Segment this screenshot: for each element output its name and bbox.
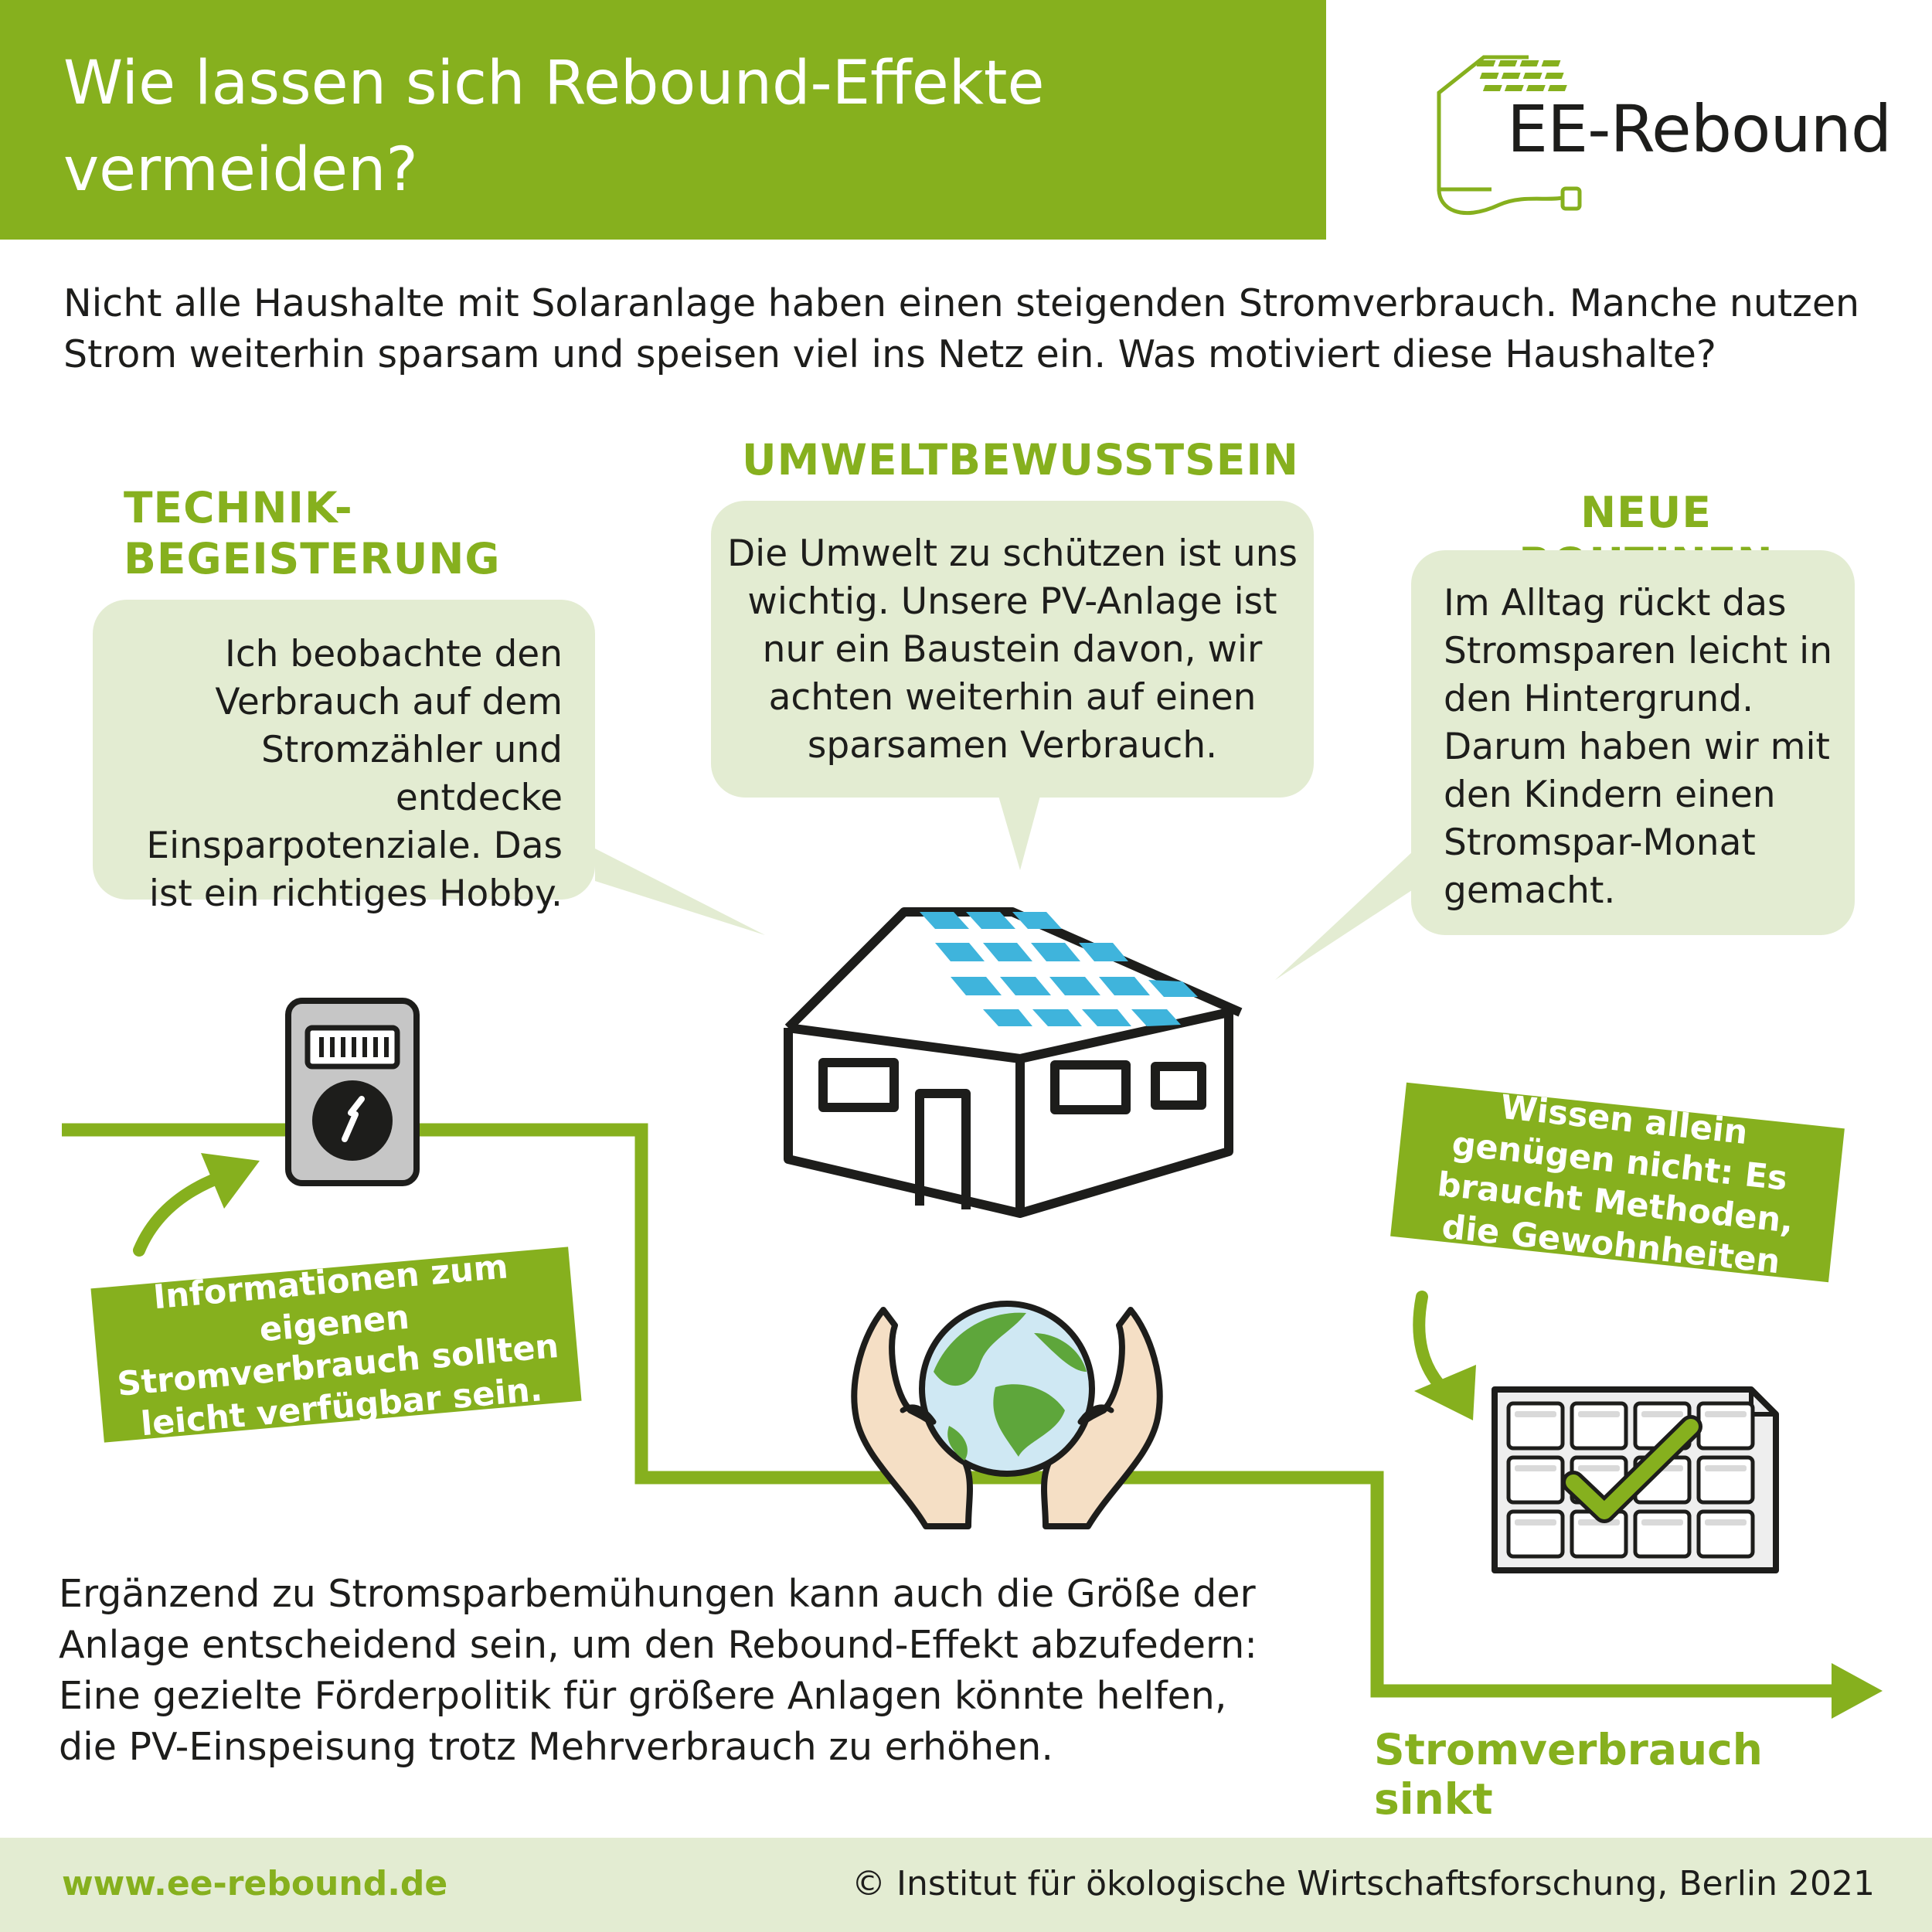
info-note [90,1247,581,1442]
bottom-text: Ergänzend zu Stromsparbemühungen kann auch die Größe der Anlage entscheidend sein, um den Rebound-Effekt abzufedern: Eine gezielte Förderpolitik für größere Anlagen könnte helfen, die PV-Einspeisung trotz Mehrverbrauch zu erhöhen. [59,1572,1257,1769]
page-title: Wie lassen sich Rebound-Effekte vermeiden? [63,49,1045,205]
heading-umwelt: UMWELTBEWUSSTSEIN [742,435,1299,485]
info-note-text: Informationen zum eigenen Stromverbrauch sollten leicht verfügbar sein. [115,1247,560,1444]
flow-label: Stromverbrauch sinkt [1374,1725,1763,1824]
intro-text: Nicht alle Haushalte mit Solaranlage haben einen steigenden Stromverbrauch. Manche nutzen Strom weiterhin sparsam und speisen viel ins Netz ein. Was motiviert diese Haushalte? [63,281,1860,376]
quote-bubble-umwelt: Die Umwelt zu schützen ist uns wichtig. Unsere PV-Anlage ist nur ein Baustein davon, wir achten weiterhin auf einen sparsamen Verbrauch. [711,501,1314,798]
calendar-check-icon [1488,1383,1782,1577]
heading-routinen: NEUE [1580,488,1712,537]
heading-technik: TECHNIK- BEGEISTERUNG [124,483,501,583]
quote-bubble-technik: Ich beobachte den Verbrauch auf dem Stromzähler und entdecke Einsparpotenziale. Das ist ein richtiges Hobby. [93,600,595,900]
hands-globe-icon [841,1302,1173,1542]
quote-bubble-routinen: Im Alltag rückt das Stromsparen leicht in den Hintergrund. Darum haben wir mit den Kindern einen Stromspar-Monat gemacht. [1411,550,1855,935]
footer-credit: © Institut für ökologische Wirtschaftsforschung, Berlin 2021 [852,1864,1875,1903]
electricity-meter-icon [284,997,420,1187]
footer-website-link[interactable]: www.ee-rebound.de [62,1864,448,1903]
habits-note [1390,1043,1845,1318]
habits-note-text: Bewusstsein und Wissen allein genügen nicht: Es braucht Methoden, die Gewohnheiten aufbrechen. [1435,1043,1795,1318]
house-solar-icon [781,896,1260,1221]
logo-wordmark: EE-Rebound [1507,91,1892,167]
info-arrow-icon [124,1136,278,1260]
